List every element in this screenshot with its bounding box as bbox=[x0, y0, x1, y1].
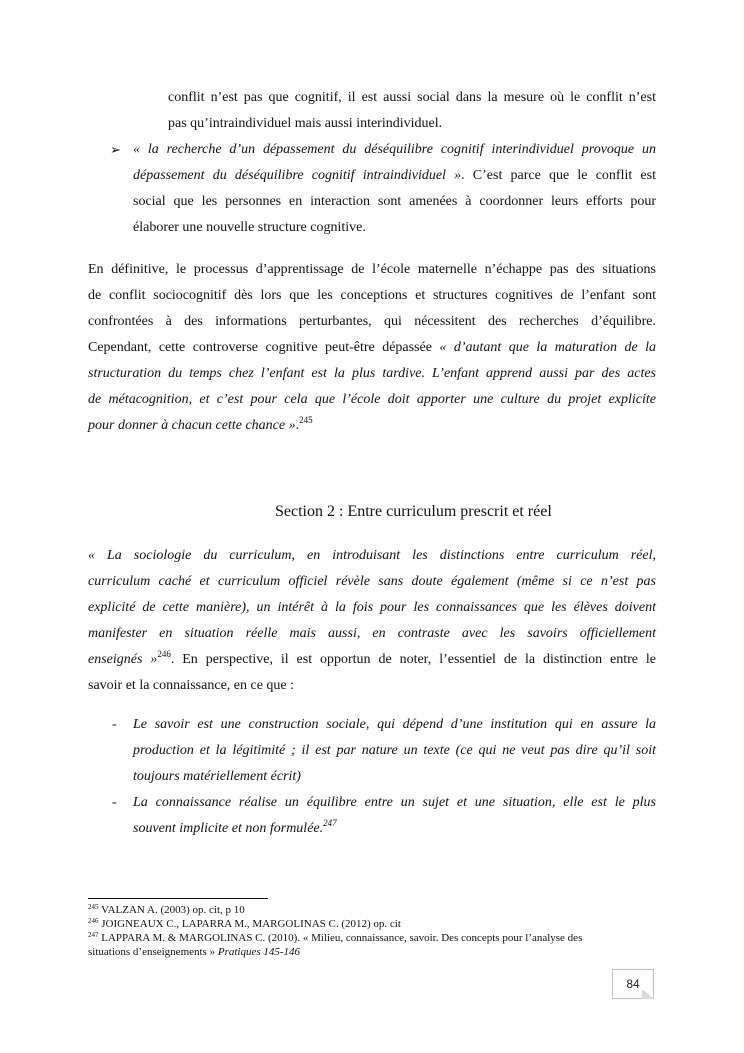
para1-line-4-normal: Cependant, cette controverse cognitive peut-être dépassée bbox=[88, 340, 440, 355]
para1-line-2: de conflit sociocognitif dès lors que les conceptions et structures cognitives de l’enfant sont bbox=[88, 288, 656, 303]
para2-line-2: curriculum caché et curriculum officiel révèle sans doute également (même si ce n’est pas bbox=[88, 574, 656, 589]
bullet-line-2-italic: dépassement du déséquilibre cognitif intraindividuel » bbox=[133, 168, 462, 183]
footnote-ref-246[interactable]: 246 bbox=[157, 649, 171, 659]
bullet-line-3: social que les personnes en interaction sont amenées à coordonner leurs efforts pour bbox=[133, 194, 656, 209]
footnote-245-text: VALZAN A. (2003) op. cit, p 10 bbox=[101, 904, 245, 916]
para2-line-3: explicité de cette manière), un intérêt à la fois pour les connaissances que les élèves doivent bbox=[88, 600, 656, 615]
bullet-line-4: élaborer une nouvelle structure cognitive. bbox=[133, 220, 366, 235]
footnote-246 bbox=[88, 918, 401, 931]
footnote-245-num: 245 bbox=[88, 903, 99, 911]
footnote-247 bbox=[88, 932, 582, 945]
continuation-line-1: conflit n’est pas que cognitif, il est aussi social dans la mesure où le conflit n’est bbox=[168, 90, 656, 105]
para1-line-7 bbox=[88, 417, 313, 435]
bullet-line-2 bbox=[133, 167, 656, 185]
arrow-bullet-icon: ➢ bbox=[110, 142, 121, 157]
footnote-246-num: 246 bbox=[88, 917, 99, 925]
bullet-line-2-rest: . C’est parce que le conflit est bbox=[461, 168, 656, 183]
para1-line-1: En définitive, le processus d’apprentissage de l’école maternelle n’échappe pas des situations bbox=[88, 262, 656, 277]
footnote-247-num: 247 bbox=[88, 931, 99, 939]
footnote-247-text: LAPPARA M. & MARGOLINAS C. (2010). « Milieu, connaissance, savoir. Des concepts pour l’analyse des bbox=[101, 932, 583, 944]
para1-line-6: de métacognition, et c’est pour cela que l’école doit apporter une culture du projet explicite bbox=[88, 392, 656, 407]
dash-bullet-1: - bbox=[112, 717, 117, 732]
section-title: Section 2 : Entre curriculum prescrit et réel bbox=[275, 503, 552, 520]
para2-line-5 bbox=[88, 651, 656, 669]
para1-line-4 bbox=[88, 339, 656, 357]
footnote-247-cont-normal: situations d’enseignements » bbox=[88, 946, 218, 958]
para2-line-1: « La sociologie du curriculum, en introduisant les distinctions entre curriculum réel, bbox=[88, 548, 656, 563]
page-fold-corner bbox=[642, 989, 654, 999]
para1-line-4-italic: « d’autant que la maturation de la bbox=[439, 340, 656, 355]
dash1-line-2: production et la légitimité ; il est par nature un texte (ce qui ne veut pas dire qu’il soit bbox=[133, 743, 656, 758]
para1-line-5: structuration du temps chez l’enfant est la plus tardive. L’enfant apprend aussi par des actes bbox=[88, 366, 656, 381]
dash2-line-2-text: souvent implicite et non formulée. bbox=[133, 821, 324, 836]
footnote-ref-245[interactable]: 245 bbox=[299, 415, 313, 425]
para2-line-6: savoir et la connaissance, en ce que : bbox=[88, 678, 295, 693]
continuation-line-2: pas qu’intraindividuel mais aussi interindividuel. bbox=[168, 116, 443, 131]
dash2-line-1: La connaissance réalise un équilibre entre un sujet et une situation, elle est le plus bbox=[133, 795, 656, 810]
footnote-245 bbox=[88, 904, 245, 917]
para1-line-3: confrontées à des informations perturbantes, qui nécessitent des recherches d’équilibre. bbox=[88, 314, 656, 329]
footnote-247-cont-italic: Pratiques 145-146 bbox=[217, 946, 301, 958]
dash1-line-3: toujours matériellement écrit) bbox=[133, 769, 301, 784]
footnote-ref-247[interactable]: 247 bbox=[323, 818, 337, 828]
bullet-line-1: « la recherche d’un dépassement du déséquilibre cognitif interindividuel provoque un bbox=[133, 142, 656, 157]
dash-bullet-2: - bbox=[112, 795, 117, 810]
page-number-box bbox=[612, 969, 654, 999]
para2-line-4: manifester en situation réelle mais aussi, en contraste avec les savoirs officiellement bbox=[88, 626, 656, 641]
page-number: 84 bbox=[626, 977, 640, 991]
footnote-246-text: JOIGNEAUX C., LAPARRA M., MARGOLINAS C. (2012) op. cit bbox=[101, 918, 401, 930]
footnote-247-continued bbox=[88, 946, 300, 959]
footnote-separator bbox=[88, 898, 268, 899]
para2-line-5-italic: enseignés » bbox=[88, 652, 158, 667]
para1-line-7-italic: pour donner à chacun cette chance » bbox=[88, 418, 296, 433]
dash2-line-2 bbox=[133, 820, 337, 838]
dash1-line-1: Le savoir est une construction sociale, qui dépend d’une institution qui en assure la bbox=[133, 717, 656, 732]
para1-line-7-rest: . bbox=[295, 418, 300, 433]
para2-line-5-rest: . En perspective, il est opportun de noter, l’essentiel de la distinction entre le bbox=[170, 652, 656, 667]
